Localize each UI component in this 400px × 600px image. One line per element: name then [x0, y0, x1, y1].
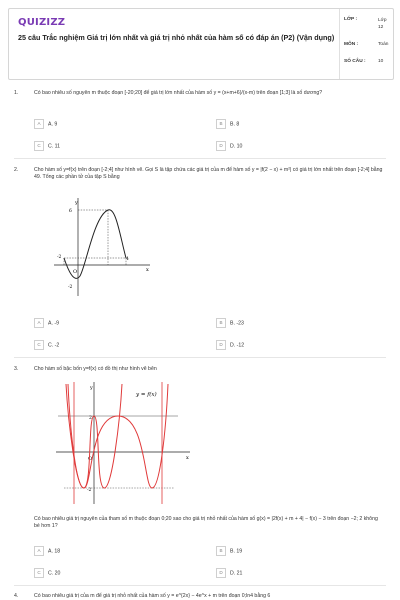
option-text: C. 20: [48, 570, 61, 577]
option-letter: B: [216, 119, 226, 129]
question-number: 4.: [14, 593, 19, 599]
option-a[interactable]: [34, 119, 57, 129]
y-axis-label: y: [75, 200, 78, 206]
curve-label: y = f(x): [136, 392, 157, 398]
count-label: SỐ CÂU :: [344, 59, 366, 64]
question-number: 1.: [14, 90, 19, 96]
option-c[interactable]: [34, 141, 60, 151]
x-left-label: -2: [57, 255, 62, 260]
count-value: 10: [378, 59, 384, 64]
question-number: 3.: [14, 366, 19, 372]
worksheet-header: [8, 8, 394, 80]
divider: [14, 158, 386, 159]
option-text: D. 10: [230, 143, 243, 150]
divider: [14, 357, 386, 358]
option-d[interactable]: [216, 340, 244, 350]
x-axis-label: x: [146, 267, 149, 273]
option-a[interactable]: [34, 318, 59, 328]
option-text: D. -12: [230, 342, 245, 349]
option-text: C. -2: [48, 342, 60, 349]
option-letter: A: [34, 318, 44, 328]
option-a[interactable]: [34, 546, 60, 556]
option-text: A. -9: [48, 320, 59, 327]
subject-value: Toán: [378, 42, 389, 47]
option-letter: D: [216, 141, 226, 151]
y-axis-label: y: [90, 385, 93, 391]
option-letter: A: [34, 546, 44, 556]
quizizz-logo: QUIZIZZ: [18, 17, 66, 28]
option-letter: D: [216, 340, 226, 350]
option-letter: C: [34, 340, 44, 350]
option-letter: B: [216, 546, 226, 556]
question-number: 2.: [14, 167, 19, 173]
question-text-2: Có bao nhiêu giá trị nguyên của tham số m thuộc đoạn 0;20 sao cho giá trị nhỏ nhất của hàm số g(x) = |2f(x) + m + 4| − f(x) − 3 trên đoạn −2; 2 không bé hơn 1?: [34, 516, 378, 530]
question-2-graph: [50, 196, 158, 300]
worksheet-title: 25 câu Trắc nghiệm Giá trị lớn nhất và giá trị nhỏ nhất của hàm số có đáp án (P2) (Vận dụng): [18, 33, 335, 42]
subject-label: MÔN :: [344, 42, 359, 47]
question-text: Có bao nhiêu giá trị của m để giá trị nhỏ nhất của hàm số y = e^{2x} − 4e^x + m trên đoạn 0;ln4 bằng 6: [34, 593, 271, 599]
y-six-label: 6: [69, 209, 72, 214]
class-value: Lớp 12: [378, 18, 387, 30]
class-label: LỚP :: [344, 17, 358, 22]
question-text: Có bao nhiêu số nguyên m thuộc đoạn [-20;20] để giá trị lớn nhất của hàm số y = (x+m+6)/(x-m) trên đoạn [1;3] là số dương?: [34, 90, 323, 96]
y-minus-two-label: -2: [87, 488, 92, 493]
meta-panel: [339, 9, 394, 79]
question-text: Cho hàm số y=f(x) trên đoạn [-2;4] như hình vẽ. Gọi S là tập chứa các giá trị của m để hàm số y = |f(2 − x) + m²| có giá trị lớn nhất trên đoạn [-2;4] bằng 49. Tổng các phần tử của tập S bằng: [34, 167, 383, 181]
question-text: Cho hàm số bậc bốn y=f(x) có đồ thị như hình vẽ bên: [34, 366, 157, 372]
option-c[interactable]: [34, 568, 60, 578]
option-text: D. 21: [230, 570, 243, 577]
origin-label: O: [88, 456, 93, 462]
y-two-label: 2: [89, 416, 92, 421]
x-right-label: 4: [126, 257, 129, 262]
option-c[interactable]: [34, 340, 59, 350]
question-3-graph: [54, 380, 194, 508]
origin-label: O: [73, 269, 78, 275]
option-d[interactable]: [216, 141, 242, 151]
option-b[interactable]: [216, 546, 242, 556]
option-b[interactable]: [216, 119, 239, 129]
option-letter: C: [34, 568, 44, 578]
option-text: B. -23: [230, 320, 244, 327]
x-axis-label: x: [186, 455, 189, 461]
option-letter: C: [34, 141, 44, 151]
option-text: B. 19: [230, 548, 243, 555]
option-d[interactable]: [216, 568, 242, 578]
option-text: A. 9: [48, 121, 58, 128]
y-bottom-label: -2: [68, 285, 73, 290]
option-text: A. 18: [48, 548, 61, 555]
divider: [14, 585, 386, 586]
option-letter: D: [216, 568, 226, 578]
option-text: B. 8: [230, 121, 240, 128]
option-letter: A: [34, 119, 44, 129]
option-b[interactable]: [216, 318, 244, 328]
option-text: C. 11: [48, 143, 61, 150]
option-letter: B: [216, 318, 226, 328]
